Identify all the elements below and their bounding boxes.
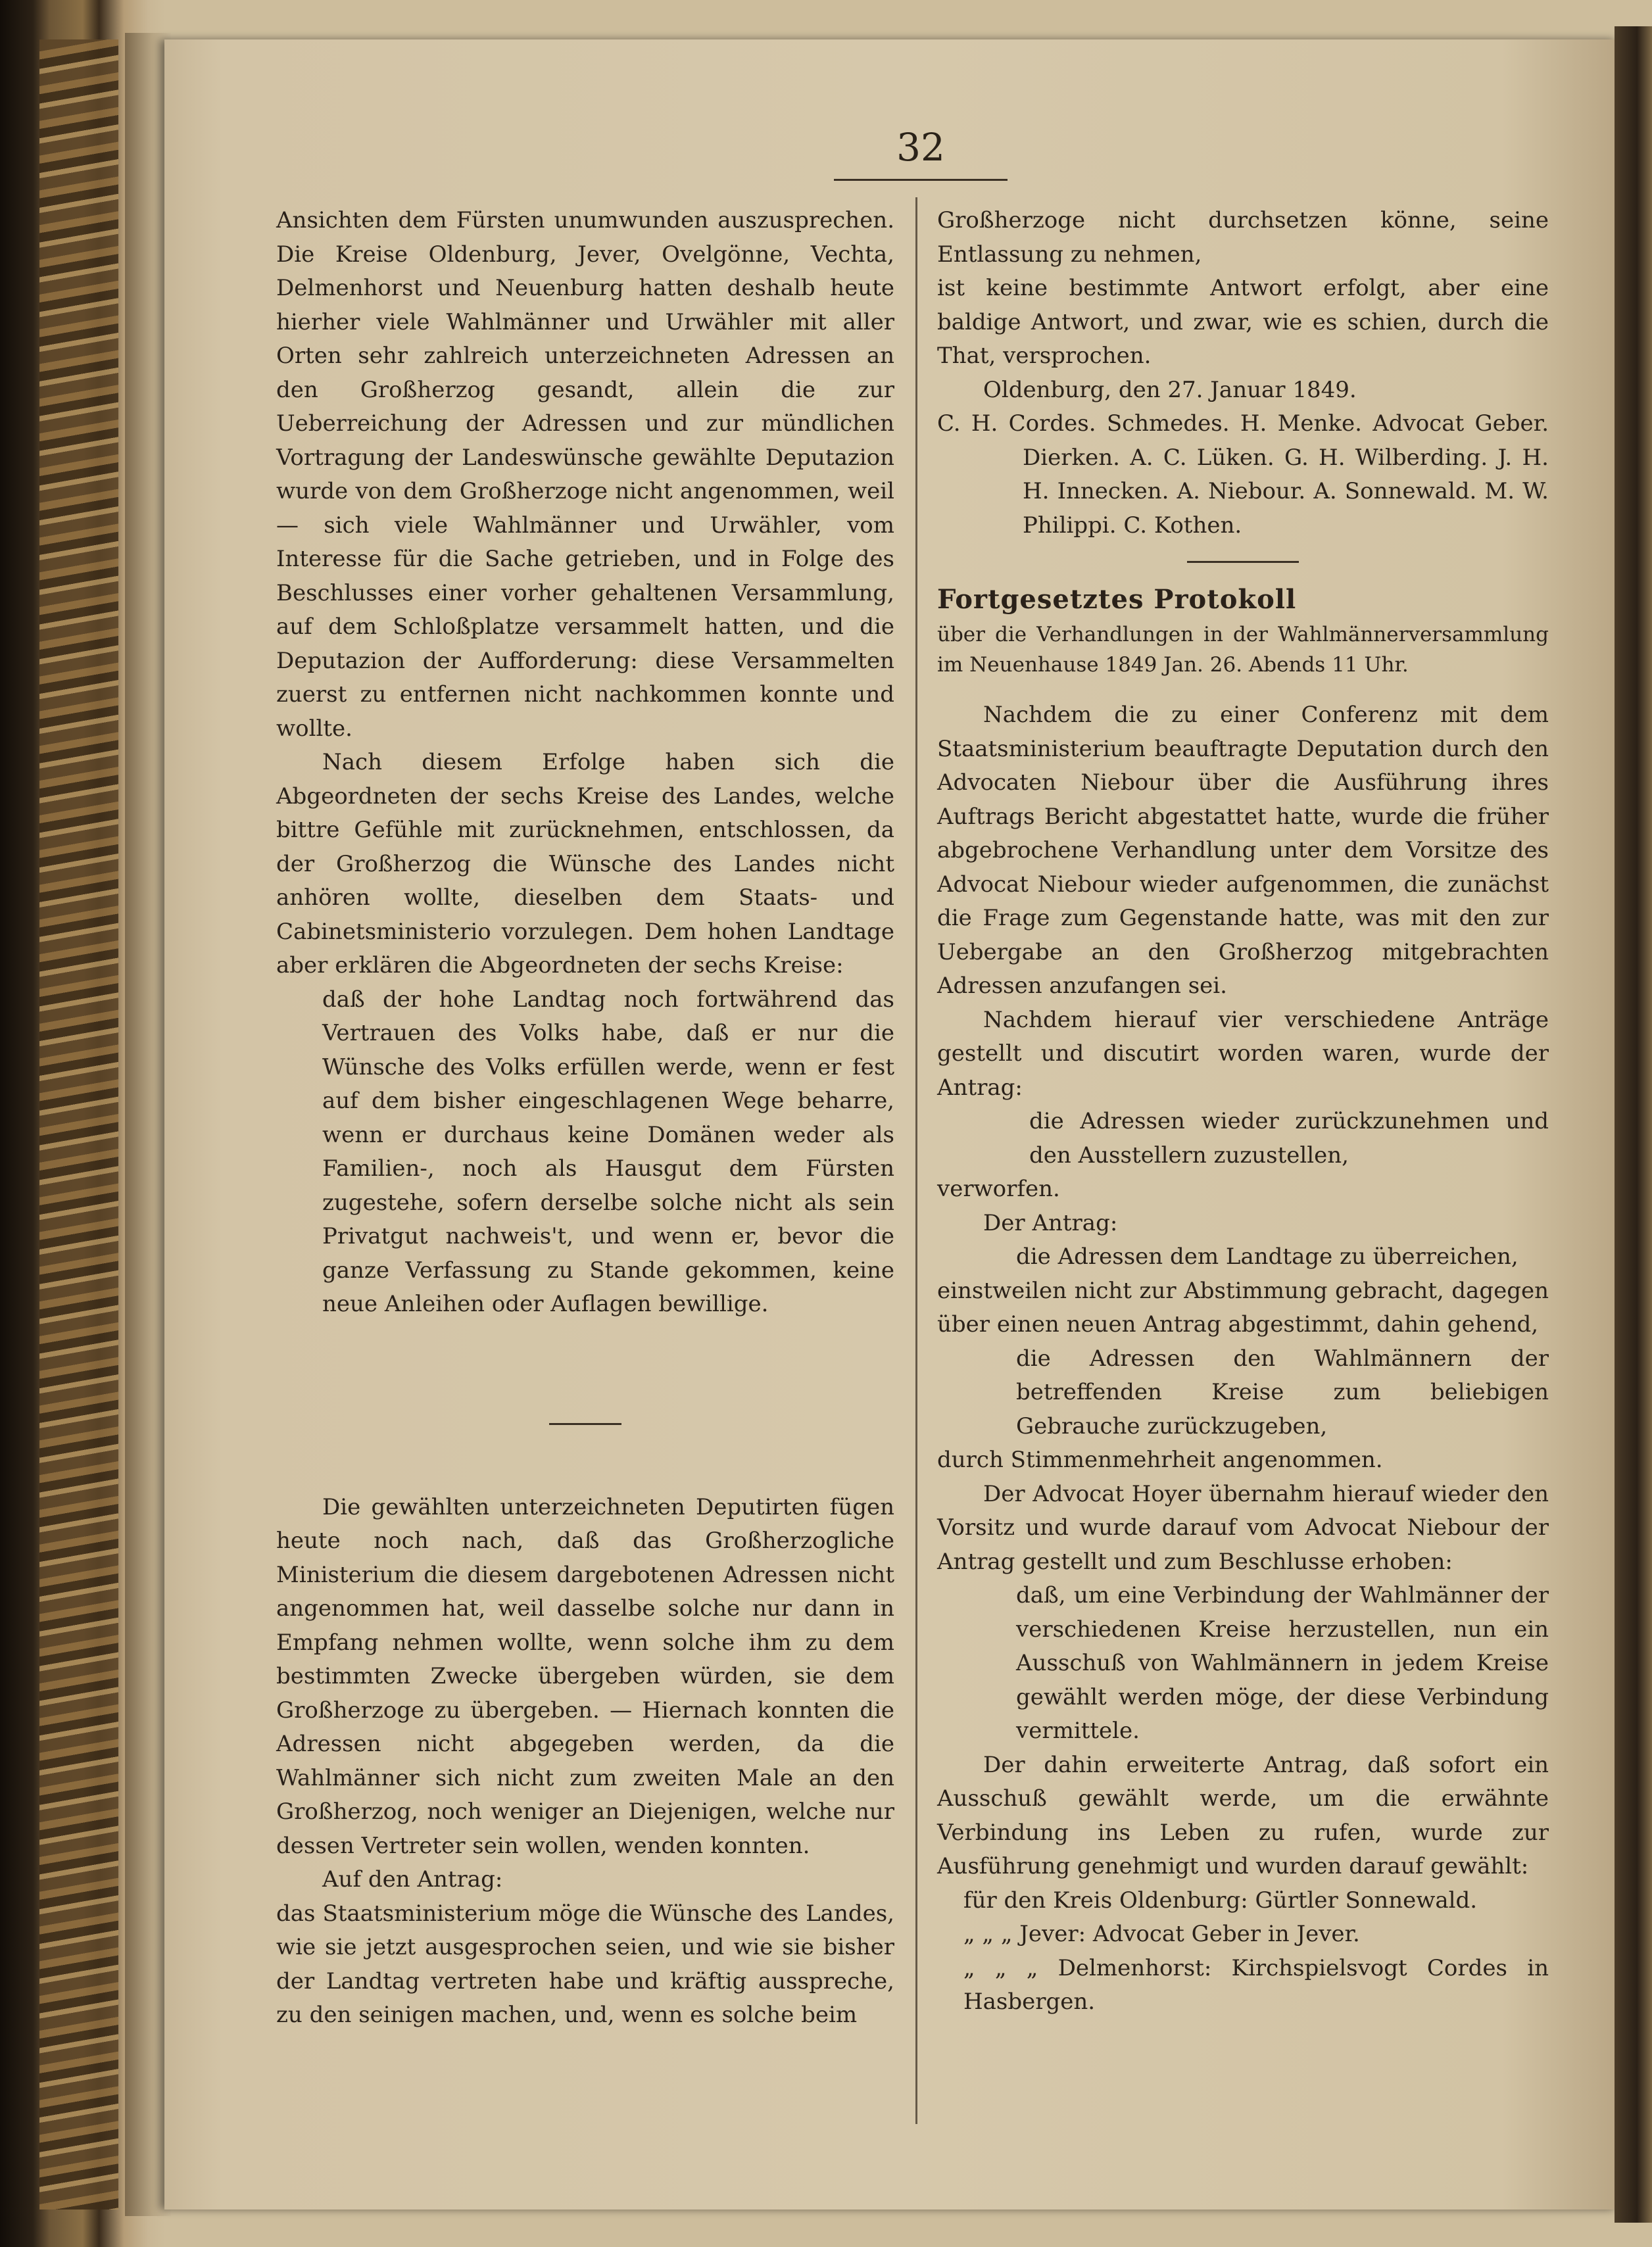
- right-paragraph-11: durch Stimmenmehrheit angenommen.: [937, 1447, 1383, 1473]
- committee-list-item: „ „ „ Jever: Advocat Geber in Jever.: [963, 1921, 1360, 1947]
- left-paragraph-2: Nach diesem Erfolge haben sich die Abgeordneten der sechs Kreise des Landes, welche bittre Gefühle mit zurücknehmen, entschlossen, da der Großherzog die Wünsche des Landes nicht anhören wollte, dieselben dem Staats- und Cabinetsministerio vorzulegen. Dem hohen Landtage aber erklären die Abgeordneten der sechs Kreise:: [276, 749, 894, 979]
- right-paragraph-9: einstweilen nicht zur Abstimmung gebracht, dagegen über einen neuen Antrag abgestimmt, dahin gehend,: [937, 1277, 1549, 1338]
- right-paragraph-6: verworfen.: [937, 1176, 1060, 1202]
- right-paragraph-12: Der Advocat Hoyer übernahm hierauf wieder den Vorsitz und wurde darauf vom Advocat Niebour der Antrag gestellt und zum Beschlusse erhoben:: [937, 1480, 1549, 1575]
- right-motion-4: daß, um eine Verbindung der Wahlmänner der verschiedenen Kreise herzustellen, nun ein Ausschuß von Wahlmännern in jedem Kreise gewählt werden möge, der diese Verbindung vermittele.: [1016, 1582, 1549, 1744]
- protocol-subheading: über die Verhandlungen in der Wahlmännerversammlung im Neuenhause 1849 Jan. 26. Abends 11 Uhr.: [937, 623, 1549, 677]
- left-paragraph-5: Auf den Antrag:: [322, 1866, 503, 1893]
- committee-list-item: für den Kreis Oldenburg: Gürtler Sonnewald.: [963, 1887, 1478, 1914]
- left-paragraph-1: Ansichten dem Fürsten unumwunden auszusprechen. Die Kreise Oldenburg, Jever, Ovelgönne, Vechta, Delmenhorst und Neuenburg hatten deshalb heute hierher viele Wahlmänner und Urwähler mit aller Orten sehr zahlreich unterzeichneten Adressen an den Großherzog gesandt, allein die zur Ueberreichung der Adressen und zur mündlichen Vortragung der Landeswünsche gewählte Deputazion wurde von dem Großherzoge nicht angenommen, weil — sich viele Wahlmänner und Urwähler, vom Interesse für die Sache getrieben, und in Folge des Beschlusses einer vorher gehaltenen Versammlung, auf dem Schloßplatze versammelt hatten, und die Deputazion der Aufforderung: diese Versammelten zuerst zu entfernen nicht nachkommen konnte und wollte.: [276, 207, 894, 742]
- page-number: 32: [896, 125, 945, 170]
- column-divider: [915, 197, 917, 2124]
- date-line: Oldenburg, den 27. Januar 1849.: [983, 376, 1357, 403]
- right-column: [937, 204, 1549, 2019]
- left-paragraph-4: Die gewählten unterzeichneten Deputirten fügen heute noch nach, daß das Großherzogliche Ministerium die diesem dargebotenen Adressen nicht angenommen hat, weil dasselbe solche nur dann in Empfang nehmen wollte, wenn solche ihm zu dem bestimmten Zwecke übergeben würden, sie dem Großherzoge zu übergeben. — Hiernach konnten die Adressen nicht abgegeben werden, da die Wahlmänner sich nicht zum zweiten Male an den Großherzog, noch weniger an Diejenigen, welche nur dessen Vertreter sein wollen, wenden konnten.: [276, 1493, 894, 1859]
- section-rule-right: [1187, 561, 1299, 563]
- header-rule: [834, 179, 1008, 181]
- protocol-heading: Fortgesetztes Protokoll: [937, 584, 1297, 615]
- right-paragraph-7: Der Antrag:: [983, 1209, 1118, 1236]
- signatures: C. H. Cordes. Schmedes. H. Menke. Advocat Geber. Dierken. A. C. Lüken. G. H. Wilberding. J. H. H. Innecken. A. Niebour. A. Sonnewald. M. W. Philippi. C. Kothen.: [937, 410, 1549, 539]
- section-rule: [549, 1423, 621, 1425]
- left-column: [276, 204, 894, 2033]
- right-paragraph-4: Nachdem hierauf vier verschiedene Anträge gestellt und discutirt worden waren, wurde der Antrag:: [937, 1006, 1549, 1101]
- right-paragraph-14: Der dahin erweiterte Antrag, daß sofort ein Ausschuß gewählt werde, um die erwähnte Verbindung ins Leben zu rufen, wurde zur Ausführung genehmigt und wurden darauf gewählt:: [937, 1751, 1549, 1879]
- left-motion: das Staatsministerium möge die Wünsche des Landes, wie sie jetzt ausgesprochen seien, und wie sie bisher der Landtag vertreten habe und kräftig ausspreche, zu den seinigen machen, und, wenn es solche beim: [276, 1900, 894, 2028]
- right-paragraph-1: Großherzoge nicht durchsetzen könne, seine Entlassung zu nehmen,: [937, 207, 1549, 268]
- right-paragraph-2: ist keine bestimmte Antwort erfolgt, aber eine baldige Antwort, und zwar, wie es schien, durch die That, versprochen.: [937, 275, 1549, 369]
- right-book-edge: [1615, 26, 1652, 2223]
- marbled-book-edge: [39, 39, 118, 2210]
- left-declaration: daß der hohe Landtag noch fortwährend das Vertrauen des Volks habe, daß er nur die Wünsche des Volks erfüllen werde, wenn er fest auf dem bisher eingeschlagenen Wege beharre, wenn er durchaus keine Domänen weder als Familien-, noch als Hausgut dem Fürsten zugestehe, sofern derselbe solche nicht als sein Privatgut nachweis't, und wenn er, bevor die ganze Verfassung zu Stande gekommen, keine neue Anleihen oder Auflagen bewillige.: [322, 986, 894, 1317]
- right-motion-1: die Adressen wieder zurückzunehmen und den Ausstellern zuzustellen,: [1029, 1108, 1549, 1169]
- right-paragraph-3: Nachdem die zu einer Conferenz mit dem Staatsministerium beauftragte Deputation durch den Advocaten Niebour über die Ausführung ihres Auftrags Bericht abgestattet hatte, wurde die früher abgebrochene Verhandlung unter dem Vorsitze des Advocat Niebour wieder aufgenommen, die zunächst die Frage zum Gegenstande hatte, was mit den zur Uebergabe an den Großherzog mitgebrachten Adressen anzufangen sei.: [937, 702, 1549, 999]
- right-motion-2: die Adressen dem Landtage zu überreichen,: [1016, 1244, 1518, 1270]
- committee-list-item: „ „ „ Delmenhorst: Kirchspielsvogt Cordes in Hasbergen.: [963, 1954, 1549, 2015]
- right-motion-3: die Adressen den Wahlmännern der betreffenden Kreise zum beliebigen Gebrauche zurückzugeben,: [1016, 1345, 1549, 1439]
